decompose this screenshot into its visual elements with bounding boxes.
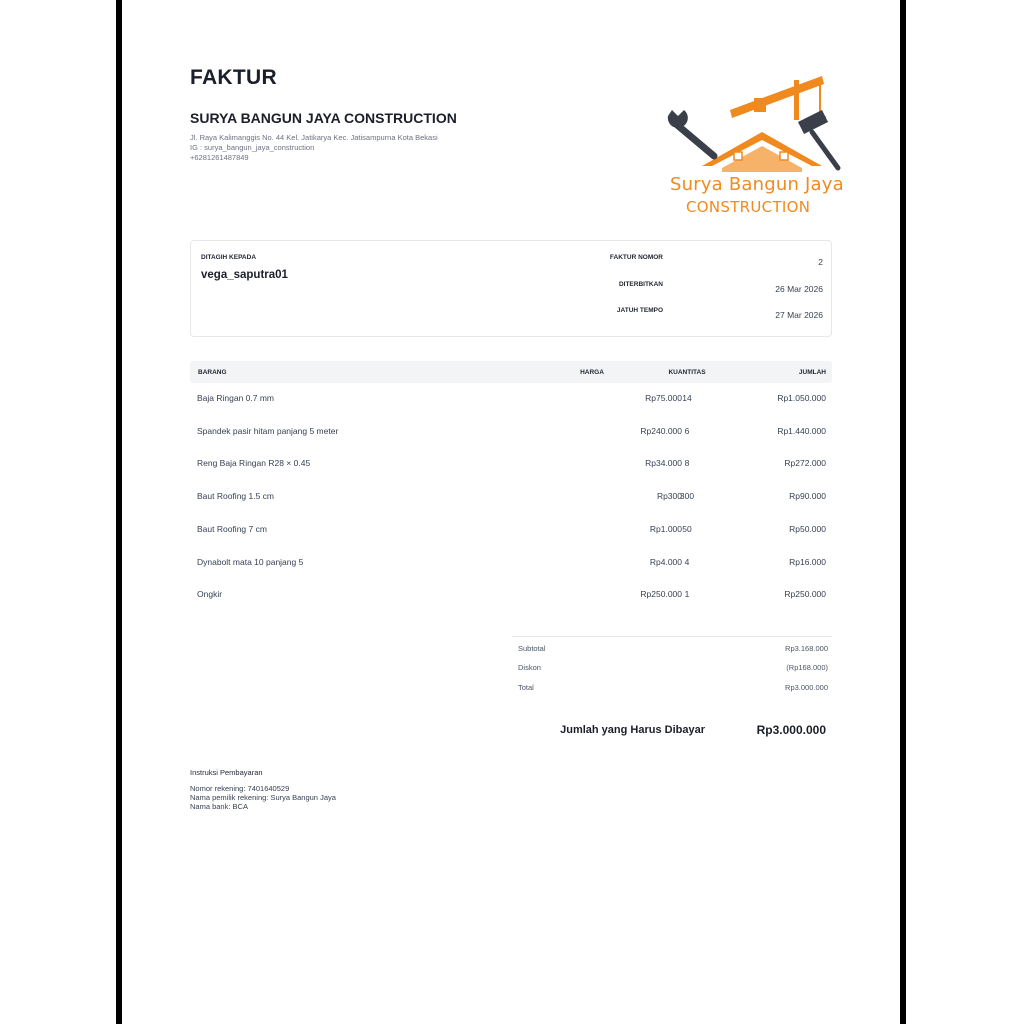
house-window-right [780, 152, 788, 160]
row-amount: Rp272.000 [784, 458, 826, 468]
company-name: SURYA BANGUN JAYA CONSTRUCTION [190, 110, 457, 126]
invoice-page [122, 0, 900, 1024]
company-phone: +6281261487849 [190, 153, 249, 162]
summary-divider [512, 636, 832, 637]
row-price: Rp34.000 [645, 458, 682, 468]
crane-jib [730, 76, 824, 118]
invoice-title: FAKTUR [190, 66, 277, 89]
subtotal-label: Subtotal [518, 644, 546, 653]
company-instagram: IG : surya_bangun_jaya_construction [190, 143, 315, 152]
bill-to-label: DITAGIH KEPADA [201, 254, 257, 261]
table-row [190, 453, 832, 473]
logo-text-line1: Surya Bangun Jaya [670, 174, 844, 195]
invoice-number-label: FAKTUR NOMOR [609, 254, 663, 261]
row-qty: 50 [682, 524, 692, 534]
table-row [190, 388, 832, 408]
invoice-number-value: 2 [818, 257, 823, 267]
bill-to-name: vega_saputra01 [201, 269, 288, 281]
row-amount: Rp50.000 [789, 524, 826, 534]
company-address: Jl. Raya Kalimanggis No. 44 Kel. Jatikarya Kec. Jatisampurna Kota Bekasi [190, 133, 438, 142]
row-price: Rp240.000 [640, 426, 682, 436]
row-amount: Rp1.440.000 [777, 426, 826, 436]
items-table-header [190, 361, 832, 383]
table-row [190, 421, 832, 441]
discount-value: (Rp168.000) [786, 663, 828, 672]
payment-bank-name: Nama bank: BCA [190, 802, 248, 811]
row-price: Rp300 [656, 491, 682, 501]
row-item: Ongkir [197, 589, 223, 599]
payment-account-number: Nomor rekening: 7401640529 [190, 784, 290, 793]
row-amount: Rp16.000 [789, 557, 826, 567]
row-amount: Rp1.050.000 [777, 393, 826, 403]
column-header-amount: JUMLAH [798, 369, 826, 376]
row-qty: 14 [682, 393, 692, 403]
payment-account-holder: Nama pemilik rekening: Surya Bangun Jaya [190, 793, 336, 802]
payment-instructions-title: Instruksi Pembayaran [190, 768, 263, 777]
row-item: Baut Roofing 1.5 cm [197, 491, 275, 501]
total-label: Total [518, 683, 534, 692]
amount-due-label: Jumlah yang Harus Dibayar [560, 724, 705, 736]
row-item: Baja Ringan 0.7 mm [197, 393, 275, 403]
logo-text-line2: CONSTRUCTION [686, 198, 811, 216]
frame-right-border [900, 0, 906, 1024]
summary-row-total [512, 683, 832, 697]
issued-date-label: DITERBITKAN [618, 281, 663, 288]
company-info [190, 133, 438, 163]
column-header-item: BARANG [198, 369, 227, 376]
row-amount: Rp250.000 [784, 589, 826, 599]
row-qty: 1 [684, 589, 690, 599]
column-header-qty: KUANTITAS [668, 369, 706, 376]
crane-cab [754, 98, 766, 112]
row-item: Reng Baja Ringan R28 × 0.45 [197, 458, 311, 468]
issued-date-value: 26 Mar 2026 [775, 284, 823, 294]
due-date-value: 27 Mar 2026 [775, 310, 823, 320]
column-header-price: HARGA [580, 369, 604, 376]
row-price: Rp1.000 [649, 524, 682, 534]
summary-row-discount [512, 663, 832, 677]
row-item: Baut Roofing 7 cm [197, 524, 267, 534]
payment-instructions [190, 784, 336, 811]
row-item: Spandek pasir hitam panjang 5 meter [197, 426, 339, 436]
billing-info-box [190, 240, 832, 337]
summary-row-subtotal [512, 644, 832, 658]
row-qty: 6 [684, 426, 690, 436]
total-value: Rp3.000.000 [785, 683, 828, 692]
row-price: Rp4.000 [649, 557, 682, 567]
wrench-icon [668, 110, 714, 156]
due-date-label: JATUH TEMPO [616, 307, 663, 314]
table-row [190, 519, 832, 539]
row-price: Rp250.000 [640, 589, 682, 599]
row-price: Rp75.000 [645, 393, 682, 403]
table-row [190, 486, 832, 506]
discount-label: Diskon [518, 663, 541, 672]
subtotal-value: Rp3.168.000 [785, 644, 828, 653]
house-window-left [734, 152, 742, 160]
row-item: Dynabolt mata 10 panjang 5 [197, 557, 304, 567]
row-qty: 8 [684, 458, 690, 468]
row-qty: 4 [684, 557, 690, 567]
table-row [190, 584, 832, 604]
row-qty: 300 [679, 491, 695, 501]
table-row [190, 552, 832, 572]
amount-due-value: Rp3.000.000 [756, 723, 826, 737]
row-amount: Rp90.000 [789, 491, 826, 501]
